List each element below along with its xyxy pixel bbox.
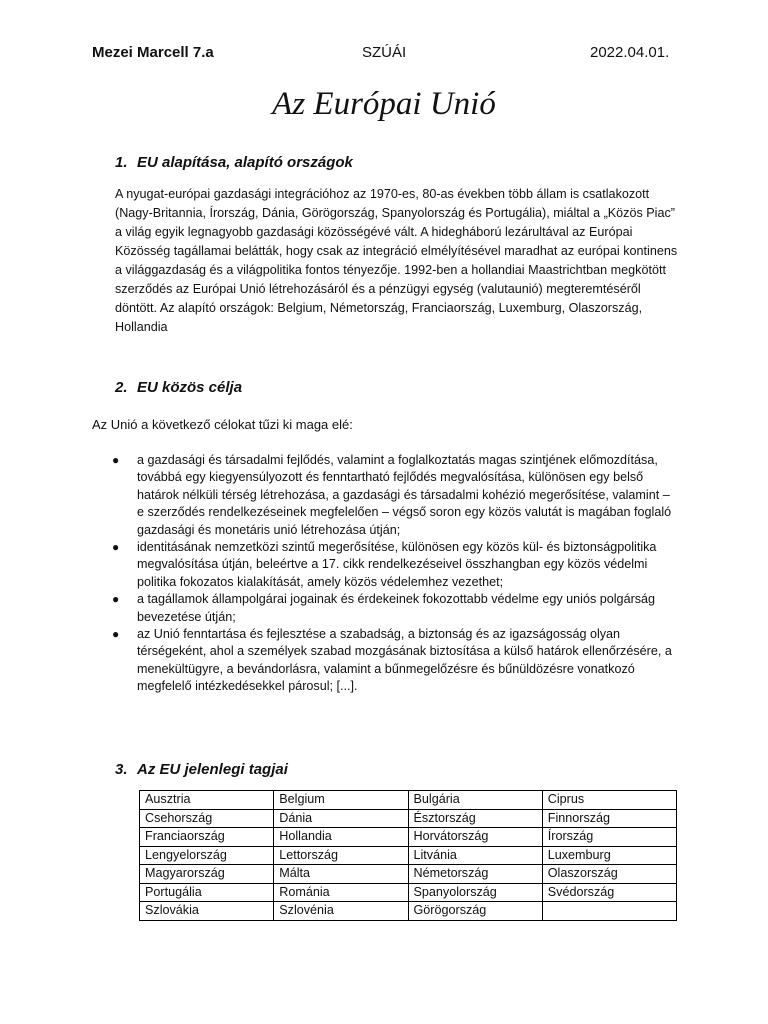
table-cell: Dánia: [274, 809, 408, 828]
table-row: [140, 846, 677, 865]
table-row: [140, 828, 677, 847]
section-title: Az EU jelenlegi tagjai: [137, 761, 288, 778]
document-header: [0, 44, 768, 64]
list-item-text: a gazdasági és társadalmi fejlődés, valamint a foglalkoztatás magas szintjének előmozdítása, továbbá egy kiegyensúlyozott és fenntartható fejlődés megvalósítása, különösen egy belső határok nélküli térség létrehozása, a gazdasági és társadalmi kohézió megerősítése, valamint – e szerződés rendelkezéseinek megfelelően – végső soron egy közös valutát is magában foglaló gazdasági és monetáris unió létrehozása útján;: [137, 453, 672, 537]
list-item-text: a tagállamok állampolgárai jogainak és érdekeinek fokozottabb védelme egy uniós polgárság bevezetése útján;: [137, 592, 656, 624]
section-number: 2.: [115, 379, 128, 396]
table-cell: Szlovénia: [274, 902, 408, 921]
page-title: Az Európai Unió: [272, 86, 496, 122]
table-cell: Horvátország: [408, 828, 542, 847]
bullet-icon: ●: [112, 540, 120, 555]
table-cell: Szlovákia: [140, 902, 274, 921]
section-heading-1: [115, 154, 353, 171]
table-cell: Olaszország: [542, 865, 676, 884]
section-number: 3.: [115, 761, 128, 778]
goals-list: [112, 452, 680, 696]
list-item: [112, 591, 680, 626]
table-cell: [542, 902, 676, 921]
table-cell: Csehország: [140, 809, 274, 828]
table-cell: Ciprus: [542, 791, 676, 810]
list-item-text: identitásának nemzetközi szintű megerősítése, különösen egy közös kül- és biztonságpolitika megvalósítása útján, beleértve a 17. cikk rendelkezéseivel összhangban egy közös védelmi politika fokozatos kialakítását, amely közös védelemhez vezethet;: [137, 540, 657, 589]
list-item: [112, 626, 680, 696]
table-cell: Írország: [542, 828, 676, 847]
section-heading-2: [115, 379, 242, 396]
table-cell: Luxemburg: [542, 846, 676, 865]
table-cell: Litvánia: [408, 846, 542, 865]
list-item: [112, 452, 680, 539]
table-cell: Belgium: [274, 791, 408, 810]
table-row: [140, 865, 677, 884]
table-row: [140, 791, 677, 810]
table-row: [140, 809, 677, 828]
subject-label: SZÚÁI: [362, 44, 407, 61]
table-cell: Hollandia: [274, 828, 408, 847]
table-row: [140, 883, 677, 902]
table-cell: Görögország: [408, 902, 542, 921]
bullet-icon: ●: [112, 453, 120, 467]
bullet-icon: ●: [112, 592, 120, 607]
table-cell: Románia: [274, 883, 408, 902]
table-cell: Svédország: [542, 883, 676, 902]
table-cell: Portugália: [140, 883, 274, 902]
section-title: EU közös célja: [137, 379, 243, 396]
table-cell: Magyarország: [140, 865, 274, 884]
list-item: [112, 539, 680, 591]
table-cell: Németország: [408, 865, 542, 884]
table-cell: Lettország: [274, 846, 408, 865]
section-heading-3: [115, 761, 288, 778]
table-cell: Spanyolország: [408, 883, 542, 902]
table-cell: Bulgária: [408, 791, 542, 810]
section-paragraph: A nyugat-európai gazdasági integrációhoz az 1970-es, 80-as években több állam is csatlakozott (Nagy-Britannia, Írország, Dánia, Görögország, Spanyolország és Portugália), miáltal a „Közös Piac” a világ egyik legnagyobb gazdasági közösségévé vált. A hidegháború lezárultával az Európai Közösség tagállamai belátták, hogy csak az integráció elmélyítésével maradhat az európai kontinens a világgazdaság és a világpolitika fontos tényezője. 1992-ben a hollandiai Maastrichtban megkötött szerződés az Európai Unió létrehozásáról és a pénzügyi egység (valutaunió) megteremtéséről döntött. Az alapító országok: Belgium, Németország, Franciaország, Luxemburg, Olaszország, Hollandia: [115, 187, 678, 334]
table-cell: Ausztria: [140, 791, 274, 810]
list-item-text: az Unió fenntartása és fejlesztése a szabadság, a biztonság és az igazságosság olyan térségeként, ahol a személyek szabad mozgásának biztosítása a külső határok ellenőrzésére, a menekültügyre, a bevándorlásra, valamint a bűnmegelőzésre és bűnüldözésre vonatkozó megfelelő intézkedésekkel párosul; [...].: [137, 627, 672, 694]
table-cell: Franciaország: [140, 828, 274, 847]
section-title: EU alapítása, alapító országok: [137, 154, 353, 171]
author-name: Mezei Marcell 7.a: [92, 44, 214, 61]
table-cell: Észtország: [408, 809, 542, 828]
document-date: 2022.04.01.: [590, 44, 670, 61]
section-number: 1.: [115, 154, 128, 171]
table-cell: Lengyelország: [140, 846, 274, 865]
table-row: [140, 902, 677, 921]
member-states-table: [139, 790, 677, 921]
table-cell: Málta: [274, 865, 408, 884]
table-cell: Finnország: [542, 809, 676, 828]
goals-intro: Az Unió a következő célokat tűzi ki maga elé:: [92, 417, 353, 432]
bullet-icon: ●: [112, 627, 120, 642]
